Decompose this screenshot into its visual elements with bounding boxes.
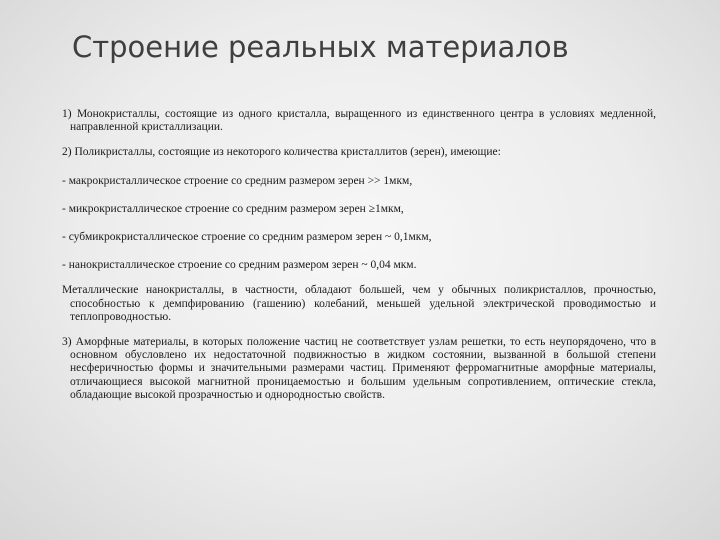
paragraph-nanocrystals: Металлические нанокристаллы, в частности, обладают большей, чем у обычных поликристаллов, прочностью, способностью к демпфированию (гашению) колебаний, меньшей удельной электрической проводимостью и теплопроводностью. [62,284,656,323]
paragraph-polycrystals: 2) Поликристаллы, состоящие из некоторого количества кристаллитов (зерен), имеющие: [62,146,501,159]
paragraph-monocrystals: 1) Монокристаллы, состоящие из одного кристалла, выращенного из единственного центра в условиях медленной, направленной кристаллизации. [62,108,656,134]
slide-body [62,108,656,402]
slide-title: Строение реальных материалов [72,30,569,64]
list-item-micro: - микрокристаллическое строение со средним размером зерен ≥1мкм, [62,202,404,215]
list-item-submicro: - субмикрокристаллическое строение со средним размером зерен ~ 0,1мкм, [62,231,432,244]
paragraph-amorphous: 3) Аморфные материалы, в которых положение частиц не соответствует узлам решетки, то есть неупорядочено, что в основном обусловлено их недостаточной подвижностью в жидком состоянии, вызванной в большой степени несферичностью формы и значительными размерами частиц. Применяют ферромагнитные аморфные материалы, отличающиеся высокой магнитной проницаемостью и большим удельным сопротивлением, оптические стекла, обладающие высокой прозрачностью и однородностью свойств. [62,336,656,401]
list-item-macro: - макрокристаллическое строение со средним размером зерен >> 1мкм, [62,174,413,187]
list-item-nano: - нанокристаллическое строение со средним размером зерен ~ 0,04 мкм. [62,259,417,272]
